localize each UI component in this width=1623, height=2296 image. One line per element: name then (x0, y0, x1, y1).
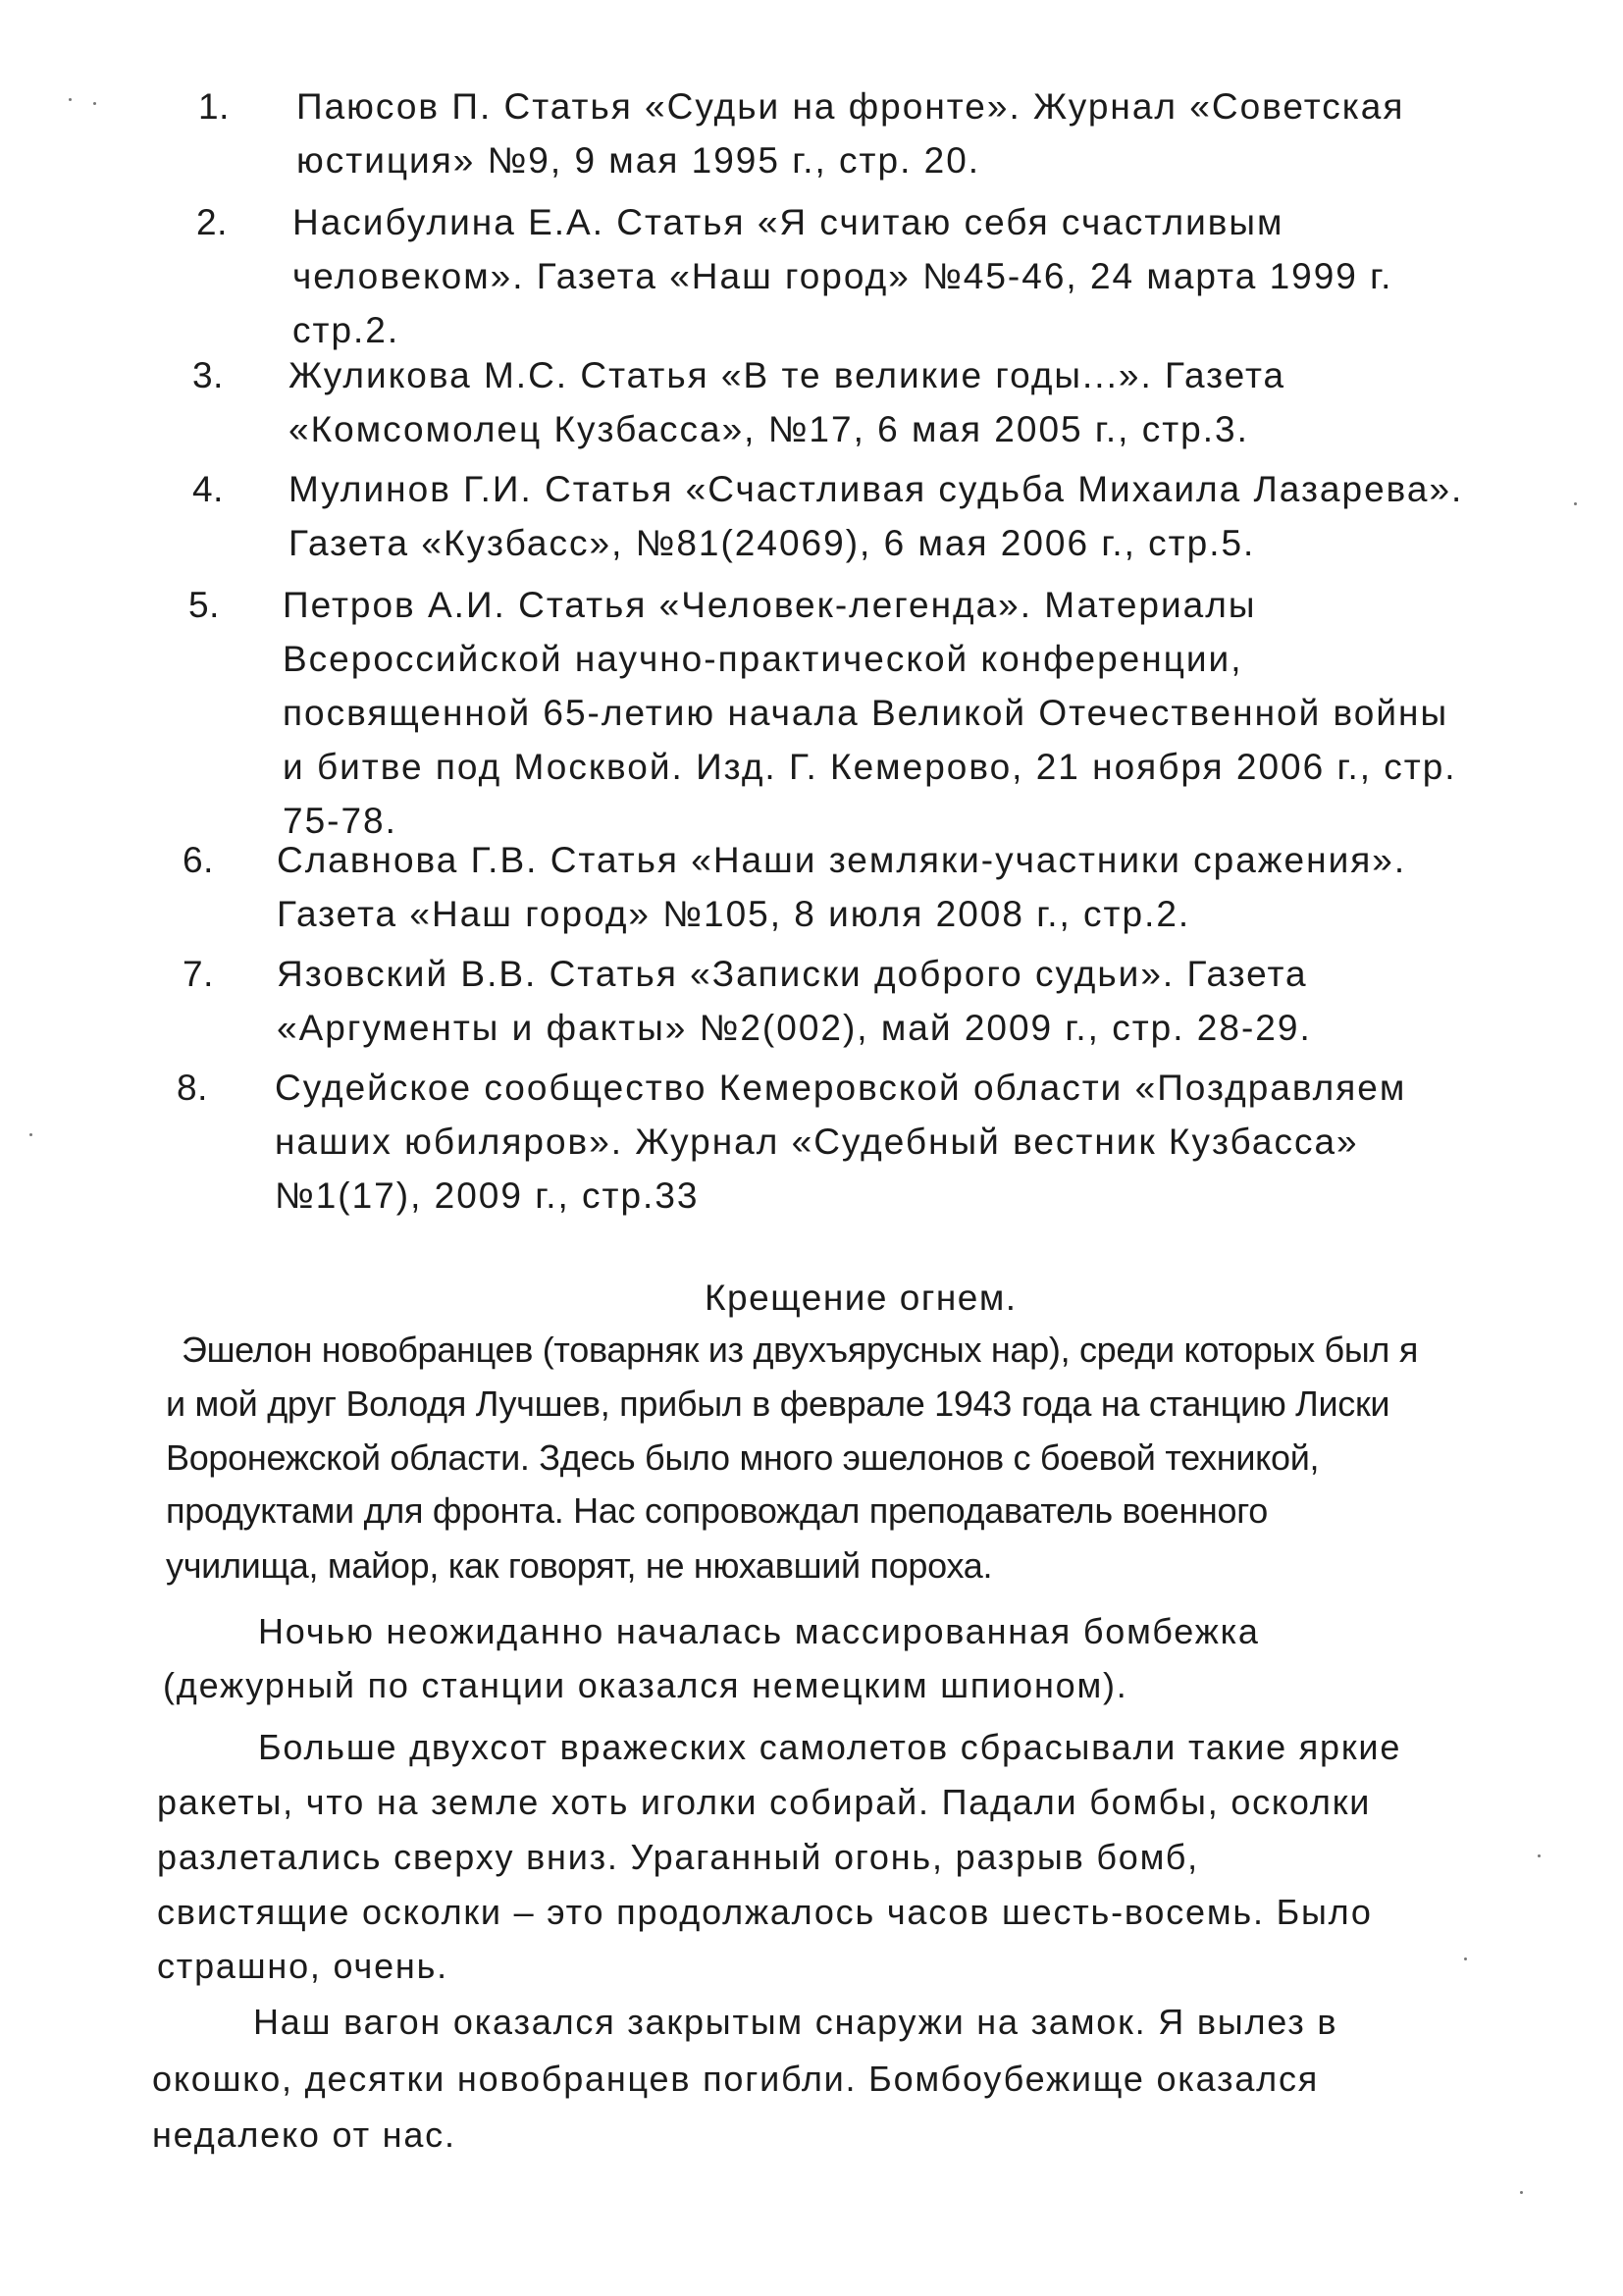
reference-text-line: Петров А.И. Статья «Человек-легенда». Материалы (283, 585, 1257, 625)
story-line: Больше двухсот вражеских самолетов сбрасывали такие яркие (258, 1727, 1402, 1767)
scan-speck (29, 1133, 32, 1136)
reference-text-line: Язовский В.В. Статья «Записки доброго судьи». Газета (277, 954, 1308, 994)
story-line: (дежурный по станции оказался немецким шпионом). (163, 1665, 1128, 1705)
reference-text-line: Всероссийской научно-практической конференции, (283, 639, 1243, 679)
reference-text-line: Газета «Кузбасс», №81(24069), 6 мая 2006 г., стр.5. (288, 523, 1256, 563)
story-line: Воронежской области. Здесь было много эшелонов с боевой техникой, (166, 1437, 1320, 1478)
reference-text-line: №1(17), 2009 г., стр.33 (275, 1175, 700, 1216)
scan-speck (69, 98, 72, 101)
story-line: недалеко от нас. (152, 2114, 456, 2155)
reference-number: 4. (192, 469, 224, 509)
reference-text-line: Насибулина Е.А. Статья «Я считаю себя счастливым (292, 202, 1284, 242)
reference-text-line: посвященной 65-летию начала Великой Отечественной войны (283, 693, 1449, 733)
story-line: ракеты, что на земле хоть иголки собирай. Падали бомбы, осколки (157, 1782, 1372, 1822)
story-line: Ночью неожиданно началась массированная бомбежка (258, 1611, 1260, 1651)
reference-text-line: стр.2. (292, 310, 400, 350)
reference-number: 6. (183, 840, 214, 880)
reference-text-line: юстиция» №9, 9 мая 1995 г., стр. 20. (296, 140, 981, 181)
reference-number: 3. (192, 355, 224, 395)
reference-number: 1. (198, 86, 230, 127)
reference-text-line: Жуликова М.С. Статья «В те великие годы...». Газета (288, 355, 1286, 395)
story-line: окошко, десятки новобранцев погибли. Бомбоубежище оказался (152, 2059, 1320, 2099)
reference-text-line: Судейское сообщество Кемеровской области «Поздравляем (275, 1068, 1407, 1108)
story-line: страшно, очень. (157, 1946, 448, 1986)
reference-text-line: Славнова Г.В. Статья «Наши земляки-участники сражения». (277, 840, 1407, 880)
reference-text-line: и битве под Москвой. Изд. Г. Кемерово, 21 ноября 2006 г., стр. (283, 747, 1457, 787)
scan-speck (1464, 1957, 1467, 1960)
reference-text-line: Мулинов Г.И. Статья «Счастливая судьба Михаила Лазарева». (288, 469, 1464, 509)
story-title: Крещение огнем. (705, 1278, 1018, 1318)
reference-text-line: «Комсомолец Кузбасса», №17, 6 мая 2005 г., стр.3. (288, 409, 1249, 449)
story-line: продуктами для фронта. Нас сопровождал преподаватель военного (166, 1490, 1268, 1531)
story-line: разлетались сверху вниз. Ураганный огонь, разрыв бомб, (157, 1837, 1199, 1877)
story-line: свистящие осколки – это продолжалось часов шесть-восемь. Было (157, 1892, 1373, 1932)
reference-text-line: человеком». Газета «Наш город» №45-46, 24 марта 1999 г. (292, 256, 1393, 296)
reference-text-line: «Аргументы и факты» №2(002), май 2009 г., стр. 28-29. (277, 1008, 1312, 1048)
scan-speck (93, 102, 96, 105)
story-line: и мой друг Володя Лучшев, прибыл в феврале 1943 года на станцию Лиски (166, 1383, 1390, 1424)
reference-number: 5. (188, 585, 220, 625)
reference-text-line: наших юбиляров». Журнал «Судебный вестник Кузбасса» (275, 1122, 1359, 1162)
reference-text-line: Газета «Наш город» №105, 8 июля 2008 г., стр.2. (277, 894, 1191, 934)
story-line: училища, майор, как говорят, не нюхавший пороха. (166, 1545, 993, 1586)
scan-speck (1574, 502, 1577, 505)
scan-speck (1520, 2191, 1523, 2194)
story-line: Эшелон новобранцев (товарняк из двухъярусных нар), среди которых был я (182, 1330, 1419, 1370)
reference-number: 8. (177, 1068, 208, 1108)
reference-text-line: 75-78. (283, 801, 397, 841)
reference-number: 2. (196, 202, 228, 242)
reference-text-line: Паюсов П. Статья «Судьи на фронте». Журнал «Советская (296, 86, 1405, 127)
reference-number: 7. (183, 954, 214, 994)
scan-speck (1538, 1854, 1541, 1857)
story-line: Наш вагон оказался закрытым снаружи на замок. Я вылез в (253, 2002, 1338, 2042)
